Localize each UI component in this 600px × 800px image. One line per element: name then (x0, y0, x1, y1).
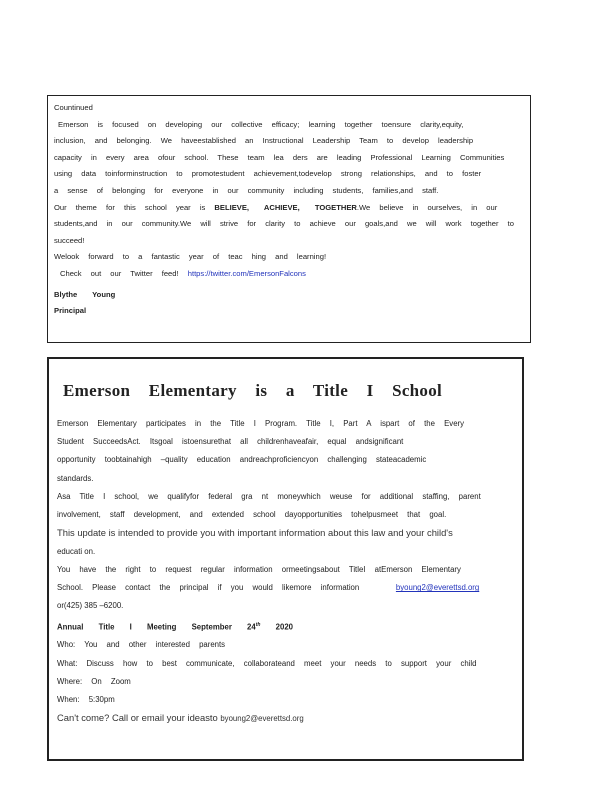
update-line: educati on. (57, 546, 96, 556)
letter-paragraph-line: Emerson is focused on developing our collective efficacy; learning together toensure clarity,equity, (58, 119, 464, 129)
title-paragraph-line: Asa Title I school, we qualifyfor federal gra nt moneywhich weuse for additional staffing, parent (57, 491, 481, 501)
title-one-box (47, 357, 524, 761)
principal-letter-box (47, 95, 531, 343)
twitter-text: Check out our Twitter feed! (60, 268, 179, 278)
letter-paragraph-line: using data toinforminstruction to promotestudent achievement,todevelop strong relationships, and to foster (54, 169, 482, 179)
principal-email-link[interactable]: byoung2@everettsd.org (395, 583, 480, 593)
theme-line (54, 200, 524, 217)
title-one-heading: Emerson Elementary is a Title I School (63, 381, 443, 400)
meeting-what: What: Discuss how to best communicate, collaborateand meet your needs to support your child (57, 658, 477, 668)
rights-line (57, 579, 514, 597)
letter-paragraph-line: inclusion, and belonging. We haveestablished an Instructional Leadership Team to develop leadership (54, 136, 474, 146)
signature-name: Blythe Young (54, 289, 116, 299)
letter-paragraph-line: a sense of belonging for everyone in our community including students, families,and staff. (54, 185, 439, 195)
title-paragraph-line: opportunity toobtainahigh –quality education andreachproficiencyon challenging stateacademic (57, 455, 427, 465)
letter-paragraph-line: capacity in every area ofour school. These team lea ders are leading Professional Learning Communities (54, 152, 505, 162)
cant-come-email[interactable]: byoung2@everettsd.org (220, 714, 304, 724)
signature-title: Principal (54, 306, 87, 316)
continued-label: Countinued (54, 103, 93, 112)
cant-come-line (57, 709, 514, 729)
theme-suffix: .We believe in ourselves, in our (356, 202, 498, 212)
rights-text: School. Please contact the principal if you would likemore information (57, 583, 360, 593)
twitter-line (54, 266, 524, 283)
meeting-where: Where: On Zoom (57, 676, 131, 686)
title-paragraph-line: Emerson Elementary participates in the Title I Program. Title I, Part A ispart of the Every (57, 419, 465, 428)
meeting-who: Who: You and other interested parents (57, 640, 226, 650)
theme-prefix: Our theme for this school year is (54, 202, 215, 212)
title-paragraph-line: standards. (57, 473, 94, 483)
phone-line: or(425) 385 –6200. (57, 601, 124, 611)
title-paragraph-line: involvement, staff development, and extended school dayopportunities tohelpusmeet that goal. (57, 510, 447, 520)
theme-words: BELIEVE, ACHIEVE, TOGETHER (214, 202, 357, 212)
meeting-when: When: 5:30pm (57, 694, 115, 704)
meeting-heading-text: Annual Title I Meeting September 24 (57, 622, 256, 632)
meeting-sup: th (255, 621, 261, 628)
cant-come-text: Can't come? Call or email your ideasto (57, 712, 218, 724)
twitter-link[interactable]: https://twitter.com/EmersonFalcons (187, 268, 306, 278)
rights-line: You have the right to request regular information ormeetingsabout TitleI atEmerson Elementary (57, 564, 461, 574)
letter-paragraph-line: Welook forward to a fantastic year of teac hing and learning! (54, 252, 327, 262)
letter-paragraph-line: students,and in our community.We will strive for clarity to achieve our goals,and we will work together to (54, 219, 514, 229)
update-line: This update is intended to provide you with important information about this law and your child's (57, 527, 453, 539)
title-paragraph-line: Student SucceedsAct. Itsgoal istoensurethat all childrenhaveafair, equal andsignificant (57, 437, 404, 447)
meeting-heading (57, 616, 514, 637)
meeting-year: 2020 (275, 622, 293, 632)
letter-paragraph-line: succeed! (54, 235, 85, 245)
